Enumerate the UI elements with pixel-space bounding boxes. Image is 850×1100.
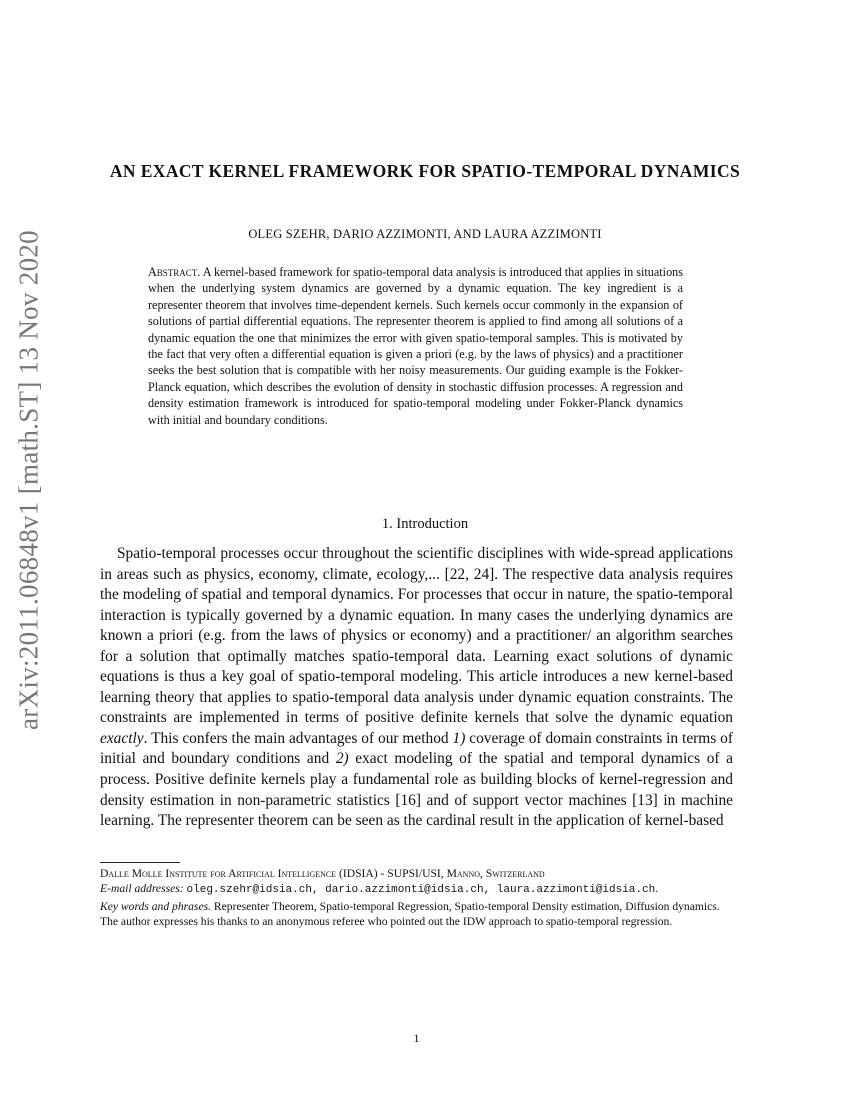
introduction-paragraph xyxy=(100,544,733,832)
intro-text-part-3: coverage of domain constraints in terms of initial and boundary conditions and xyxy=(100,729,733,768)
affiliation-text: Dalle Molle Institute for Artificial Intelligence (IDSIA) - SUPSI/USI, Manno, Switzerland xyxy=(100,867,545,880)
intro-emphasis-2: 2) xyxy=(335,750,349,768)
footnote-keywords xyxy=(100,899,733,914)
footnote-emails: E-mail addresses: oleg.szehr@idsia.ch, dario.azzimonti@idsia.ch, laura.azzimonti@idsia.ch. xyxy=(100,882,659,897)
intro-text-part-2: . This confers the main advantages of our method xyxy=(143,729,449,747)
intro-text-part-4: exact modeling of the spatial and temporal dynamics of a process. Positive definite kernels play a fundamental role as building blocks of kernel-regression and density estimation in non-parametric statistics [16] and of support vector machines [13] in machine learning. The representer theorem can be seen as the cardinal result in the application of kernel-based xyxy=(100,750,733,830)
keywords-text: Representer Theorem, Spatio-temporal Regression, Spatio-temporal Density estimation, Diffusion dynamics. xyxy=(213,899,720,913)
paper-authors: OLEG SZEHR, DARIO AZZIMONTI, AND LAURA AZZIMONTI xyxy=(248,227,602,241)
intro-emphasis-exactly: exactly xyxy=(100,729,144,747)
paper-title: AN EXACT KERNEL FRAMEWORK FOR SPATIO-TEMPORAL DYNAMICS xyxy=(109,161,741,181)
page-number: 1 xyxy=(413,1031,420,1045)
abstract-label: Abstract. xyxy=(148,265,201,279)
section-heading-introduction: 1. Introduction xyxy=(381,516,469,532)
abstract xyxy=(148,264,683,428)
footnote-affiliation xyxy=(100,866,733,881)
footnotes xyxy=(100,866,733,930)
intro-emphasis-1: 1) xyxy=(452,729,466,747)
email-label: E-mail addresses: xyxy=(100,882,184,896)
footnote-thanks: The author expresses his thanks to an anonymous referee who pointed out the IDW approach to spatio-temporal regression. xyxy=(100,915,673,929)
arxiv-sidebar-stamp xyxy=(4,230,54,730)
keywords-label: Key words and phrases. xyxy=(100,899,212,913)
email-addresses: oleg.szehr@idsia.ch, dario.azzimonti@idsia.ch, laura.azzimonti@idsia.ch xyxy=(186,884,656,897)
arxiv-id: arXiv:2011.06848v1 [math.ST] 13 Nov 2020 xyxy=(13,230,44,730)
intro-text-part-1: Spatio-temporal processes occur throughout the scientific disciplines with wide-spread applications in areas such as physics, economy, climate, ecology,... [22, 24]. The respective data analysis requires the modeling of spatial and temporal dynamics. For processes that occur in nature, the spatio-temporal interaction is typically governed by a dynamic equation. In many cases the underlying dynamics are known a priori (e.g. from the laws of physics or economy) and a practitioner/ an algorithm searches for a solution that optimally matches spatio-temporal data. Learning exact solutions of dynamic equations is thus a key goal of spatio-temporal modeling. This article introduces a new kernel-based learning theory that applies to spatio-temporal data analysis under dynamic equation constraints. The constraints are implemented in terms of positive definite kernels that solve the dynamic equation xyxy=(100,545,733,727)
abstract-text: A kernel-based framework for spatio-temporal data analysis is introduced that applies in situations when the underlying system dynamics are governed by a dynamic equation. The key ingredient is a representer theorem that involves time-dependent kernels. Such kernels occur commonly in the expansion of solutions of partial differential equations. The representer theorem is applied to find among all solutions of a dynamic equation the one that minimizes the error with given spatio-temporal samples. This is motivated by the fact that very often a differential equation is given a priori (e.g. by the laws of physics) and a practitioner seeks the best solution that is compatible with her noisy measurements. Our guiding example is the Fokker-Planck equation, which describes the evolution of density in stochastic diffusion processes. A regression and density estimation framework is introduced for spatio-temporal modeling under Fokker-Planck dynamics with initial and boundary conditions. xyxy=(148,265,684,427)
introduction-body xyxy=(100,544,733,832)
footnote-rule xyxy=(100,862,180,863)
